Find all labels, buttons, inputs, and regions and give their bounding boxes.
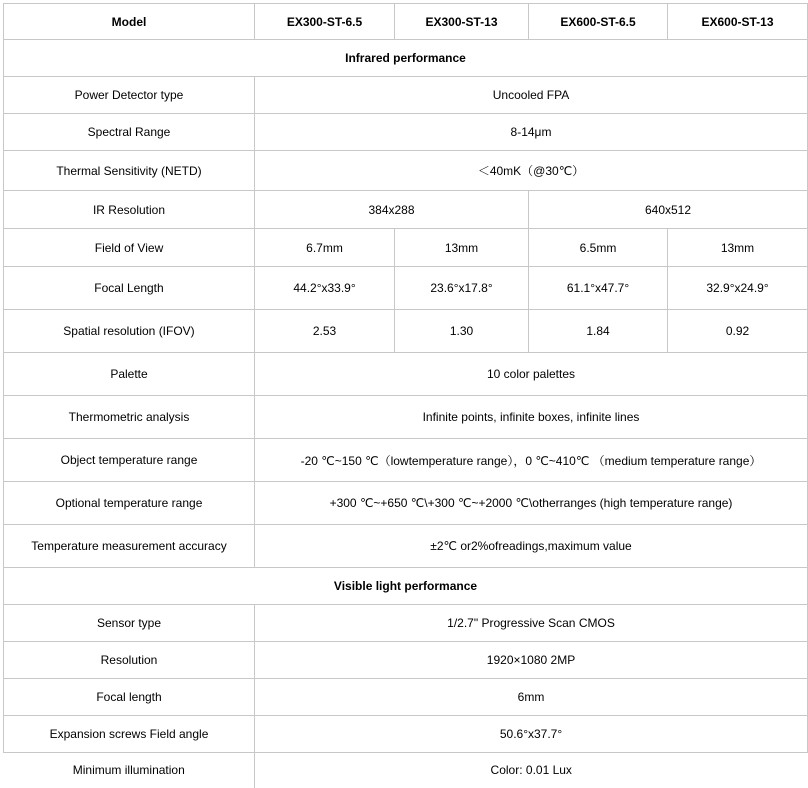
row-value-ir-resolution-ex600: 640x512 bbox=[529, 191, 808, 229]
table-row bbox=[4, 482, 808, 525]
row-label-palette: Palette bbox=[4, 353, 255, 396]
row-label-spectral-range: Spectral Range bbox=[4, 114, 255, 151]
table-row bbox=[4, 642, 808, 679]
row-value-fov-2: 13mm bbox=[395, 229, 529, 267]
row-value-focal-1: 44.2°x33.9° bbox=[255, 267, 395, 310]
row-label-detector-type: Power Detector type bbox=[4, 77, 255, 114]
row-value-focal-3: 61.1°x47.7° bbox=[529, 267, 668, 310]
row-value-ifov-1: 2.53 bbox=[255, 310, 395, 353]
table-row bbox=[4, 267, 808, 310]
row-value-optional-temperature-range: +300 ℃~+650 ℃\+300 ℃~+2000 ℃\otherranges (high temperature range) bbox=[255, 482, 808, 525]
row-label-resolution: Resolution bbox=[4, 642, 255, 679]
section-row-infrared bbox=[4, 40, 808, 77]
row-label-thermometric-analysis: Thermometric analysis bbox=[4, 396, 255, 439]
row-value-resolution: 1920×1080 2MP bbox=[255, 642, 808, 679]
section-row-visible bbox=[4, 568, 808, 605]
row-value-spectral-range: 8-14μm bbox=[255, 114, 808, 151]
row-label-visible-focal-length: Focal length bbox=[4, 679, 255, 716]
row-label-object-temperature-range: Object temperature range bbox=[4, 439, 255, 482]
model-header-ex600-st-13: EX600-ST-13 bbox=[668, 4, 808, 40]
row-value-fov-1: 6.7mm bbox=[255, 229, 395, 267]
row-value-fov-3: 6.5mm bbox=[529, 229, 668, 267]
row-label-field-of-view: Field of View bbox=[4, 229, 255, 267]
row-value-ifov-3: 1.84 bbox=[529, 310, 668, 353]
row-label-ifov: Spatial resolution (IFOV) bbox=[4, 310, 255, 353]
row-value-focal-4: 32.9°x24.9° bbox=[668, 267, 808, 310]
table-row bbox=[4, 396, 808, 439]
row-label-netd: Thermal Sensitivity (NETD) bbox=[4, 151, 255, 191]
row-value-fov-4: 13mm bbox=[668, 229, 808, 267]
header-row bbox=[4, 4, 808, 40]
row-value-field-angle: 50.6°x37.7° bbox=[255, 716, 808, 753]
row-label-minimum-illumination: Minimum illumination bbox=[4, 753, 255, 788]
row-label-focal-length: Focal Length bbox=[4, 267, 255, 310]
row-label-ir-resolution: IR Resolution bbox=[4, 191, 255, 229]
table-row bbox=[4, 439, 808, 482]
model-header-ex300-st-6-5: EX300-ST-6.5 bbox=[255, 4, 395, 40]
section-title-infrared: Infrared performance bbox=[4, 40, 808, 77]
table-row bbox=[4, 605, 808, 642]
model-header-ex300-st-13: EX300-ST-13 bbox=[395, 4, 529, 40]
table-row bbox=[4, 191, 808, 229]
table-row bbox=[4, 525, 808, 568]
section-title-visible: Visible light performance bbox=[4, 568, 808, 605]
model-header-label: Model bbox=[4, 4, 255, 40]
table-row bbox=[4, 753, 808, 788]
row-value-measurement-accuracy: ±2℃ or2%ofreadings,maximum value bbox=[255, 525, 808, 568]
row-value-sensor-type: 1/2.7" Progressive Scan CMOS bbox=[255, 605, 808, 642]
row-value-focal-2: 23.6°x17.8° bbox=[395, 267, 529, 310]
row-label-measurement-accuracy: Temperature measurement accuracy bbox=[4, 525, 255, 568]
table-row bbox=[4, 77, 808, 114]
row-value-visible-focal-length: 6mm bbox=[255, 679, 808, 716]
table-row bbox=[4, 716, 808, 753]
table-row bbox=[4, 353, 808, 396]
row-value-ifov-2: 1.30 bbox=[395, 310, 529, 353]
row-value-netd: ＜40mK（@30℃） bbox=[255, 151, 808, 191]
row-value-palette: 10 color palettes bbox=[255, 353, 808, 396]
table-row bbox=[4, 679, 808, 716]
row-label-field-angle: Expansion screws Field angle bbox=[4, 716, 255, 753]
row-label-optional-temperature-range: Optional temperature range bbox=[4, 482, 255, 525]
row-value-detector-type: Uncooled FPA bbox=[255, 77, 808, 114]
model-header-ex600-st-6-5: EX600-ST-6.5 bbox=[529, 4, 668, 40]
table-row bbox=[4, 229, 808, 267]
table-row bbox=[4, 310, 808, 353]
table-row bbox=[4, 151, 808, 191]
spec-table bbox=[3, 3, 808, 788]
table-row bbox=[4, 114, 808, 151]
row-value-ifov-4: 0.92 bbox=[668, 310, 808, 353]
row-value-ir-resolution-ex300: 384x288 bbox=[255, 191, 529, 229]
row-value-thermometric-analysis: Infinite points, infinite boxes, infinite lines bbox=[255, 396, 808, 439]
row-value-object-temperature-range: -20 ℃~150 ℃（lowtemperature range），0 ℃~410℃ （medium temperature range） bbox=[255, 439, 808, 482]
row-label-sensor-type: Sensor type bbox=[4, 605, 255, 642]
row-value-minimum-illumination: Color: 0.01 Lux bbox=[255, 753, 808, 788]
